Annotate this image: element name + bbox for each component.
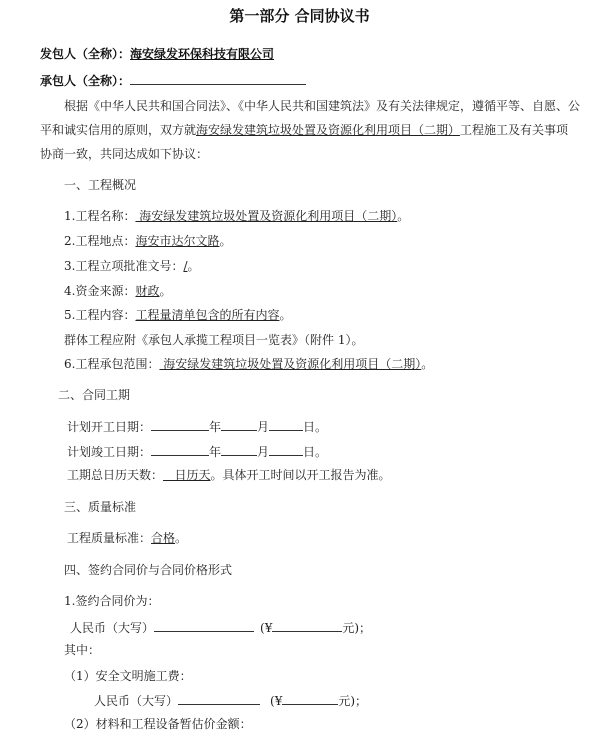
project-name-end: 。 (397, 209, 410, 223)
fund-source-line (64, 282, 171, 300)
contract-price-item: 1.签约合同价为： (64, 594, 160, 608)
fund-source-end: 。 (159, 284, 172, 298)
start-month-unit: 月 (257, 420, 270, 434)
approval-number-end: 。 (187, 259, 200, 273)
start-year-blank (151, 417, 209, 431)
fund-source-value: 财政 (135, 284, 160, 298)
total-duration-end: 。具体开工时间以开工报告为准。 (210, 468, 391, 482)
project-name-label: 1.工程名称： (64, 209, 136, 223)
page-title: 第一部分 合同协议书 (229, 7, 370, 25)
project-location-line (64, 232, 231, 250)
project-name-value: 海安绿发建筑垃圾处置及资源化利用项目（二期） (135, 209, 398, 223)
intro-before: 根据《中华人民共和国合同法》、《中华人民共和国建筑法》及有关法律规定，遵循平等、自愿、公平和诚实信用的原则，双方就 (40, 99, 581, 137)
intro-project: 海安绿发建筑垃圾处置及资源化利用项目（二期） (196, 123, 461, 137)
section-1-heading: 一、工程概况 (64, 178, 137, 192)
approval-number-label: 3.工程立项批准文号： (64, 259, 184, 273)
planned-start-line (67, 417, 327, 436)
safety-yen-blank (282, 691, 338, 705)
project-location-value: 海安市达尔文路 (135, 234, 220, 248)
planned-finish-label: 计划竣工日期： (67, 445, 152, 459)
contract-scope-label: 6.工程承包范围： (64, 357, 160, 371)
yen-open: (¥ (260, 621, 273, 635)
contractor-blank (130, 71, 306, 85)
safety-rmb-label: 人民币（大写） (94, 694, 179, 708)
finish-day-unit: 日。 (303, 445, 328, 459)
finish-month-blank (221, 442, 257, 456)
start-year-unit: 年 (209, 420, 222, 434)
finish-year-blank (151, 442, 209, 456)
contract-scope-value: 海安绿发建筑垃圾处置及资源化利用项目（二期） (159, 357, 422, 371)
quality-standard-value: 合格 (151, 531, 176, 545)
intro-after: 工程施工及有关事项协商一致，共同达成如下协议： (40, 123, 569, 161)
contract-price-rmb-line (70, 618, 371, 637)
group-project-note: 群体工程应附《承包人承揽工程项目一览表》（附件 1）。 (64, 333, 364, 347)
contract-scope-end: 。 (421, 357, 434, 371)
project-content-end: 。 (279, 308, 292, 322)
contract-scope-line (64, 355, 433, 373)
safety-yen-open: (¥ (270, 694, 283, 708)
employer-line (40, 45, 274, 63)
planned-finish-line (67, 442, 327, 461)
project-content-label: 5.工程内容： (64, 308, 136, 322)
approval-number-line (64, 257, 200, 275)
finish-day-blank (269, 442, 303, 456)
section-3-heading: 三、质量标准 (64, 500, 137, 514)
among-label: 其中： (64, 643, 101, 657)
employer-label: 发包人（全称）： (40, 47, 131, 61)
project-location-label: 2.工程地点： (64, 234, 136, 248)
project-name-line (64, 207, 409, 225)
rmb-label: 人民币（大写） (70, 621, 155, 635)
section-2-heading: 二、合同工期 (58, 388, 131, 402)
employer-value: 海安绿发环保科技有限公司 (130, 47, 275, 61)
yen-amount-blank (272, 618, 342, 632)
finish-year-unit: 年 (209, 445, 222, 459)
quality-standard-label: 工程质量标准： (67, 531, 152, 545)
project-content-line (64, 306, 291, 324)
approval-number-value: / (183, 259, 188, 273)
safety-yen-close: 元)； (338, 694, 368, 708)
fund-source-label: 4.资金来源： (64, 284, 136, 298)
intro-paragraph (40, 94, 580, 166)
project-location-end: 。 (219, 234, 232, 248)
start-day-unit: 日。 (303, 420, 328, 434)
contractor-line (40, 71, 306, 90)
total-duration-value: 日历天 (163, 468, 211, 482)
safety-rmb-blank (178, 691, 260, 705)
total-duration-label: 工期总日历天数： (67, 468, 164, 482)
start-day-blank (269, 417, 303, 431)
planned-start-label: 计划开工日期： (67, 420, 152, 434)
quality-standard-end: 。 (175, 531, 188, 545)
quality-standard-line (67, 529, 187, 547)
materials-estimate-item: （2）材料和工程设备暂估价金额： (64, 717, 252, 731)
safety-fee-rmb-line (94, 691, 367, 710)
contractor-label: 承包人（全称）： (40, 74, 131, 88)
safety-fee-item: （1）安全文明施工费： (64, 669, 192, 683)
rmb-amount-blank (154, 618, 254, 632)
start-month-blank (221, 417, 257, 431)
section-4-heading: 四、签约合同价与合同价格形式 (64, 563, 233, 577)
yen-close: 元)； (342, 621, 372, 635)
finish-month-unit: 月 (257, 445, 270, 459)
project-content-value: 工程量清单包含的所有内容 (135, 308, 280, 322)
total-duration-line (67, 466, 390, 484)
